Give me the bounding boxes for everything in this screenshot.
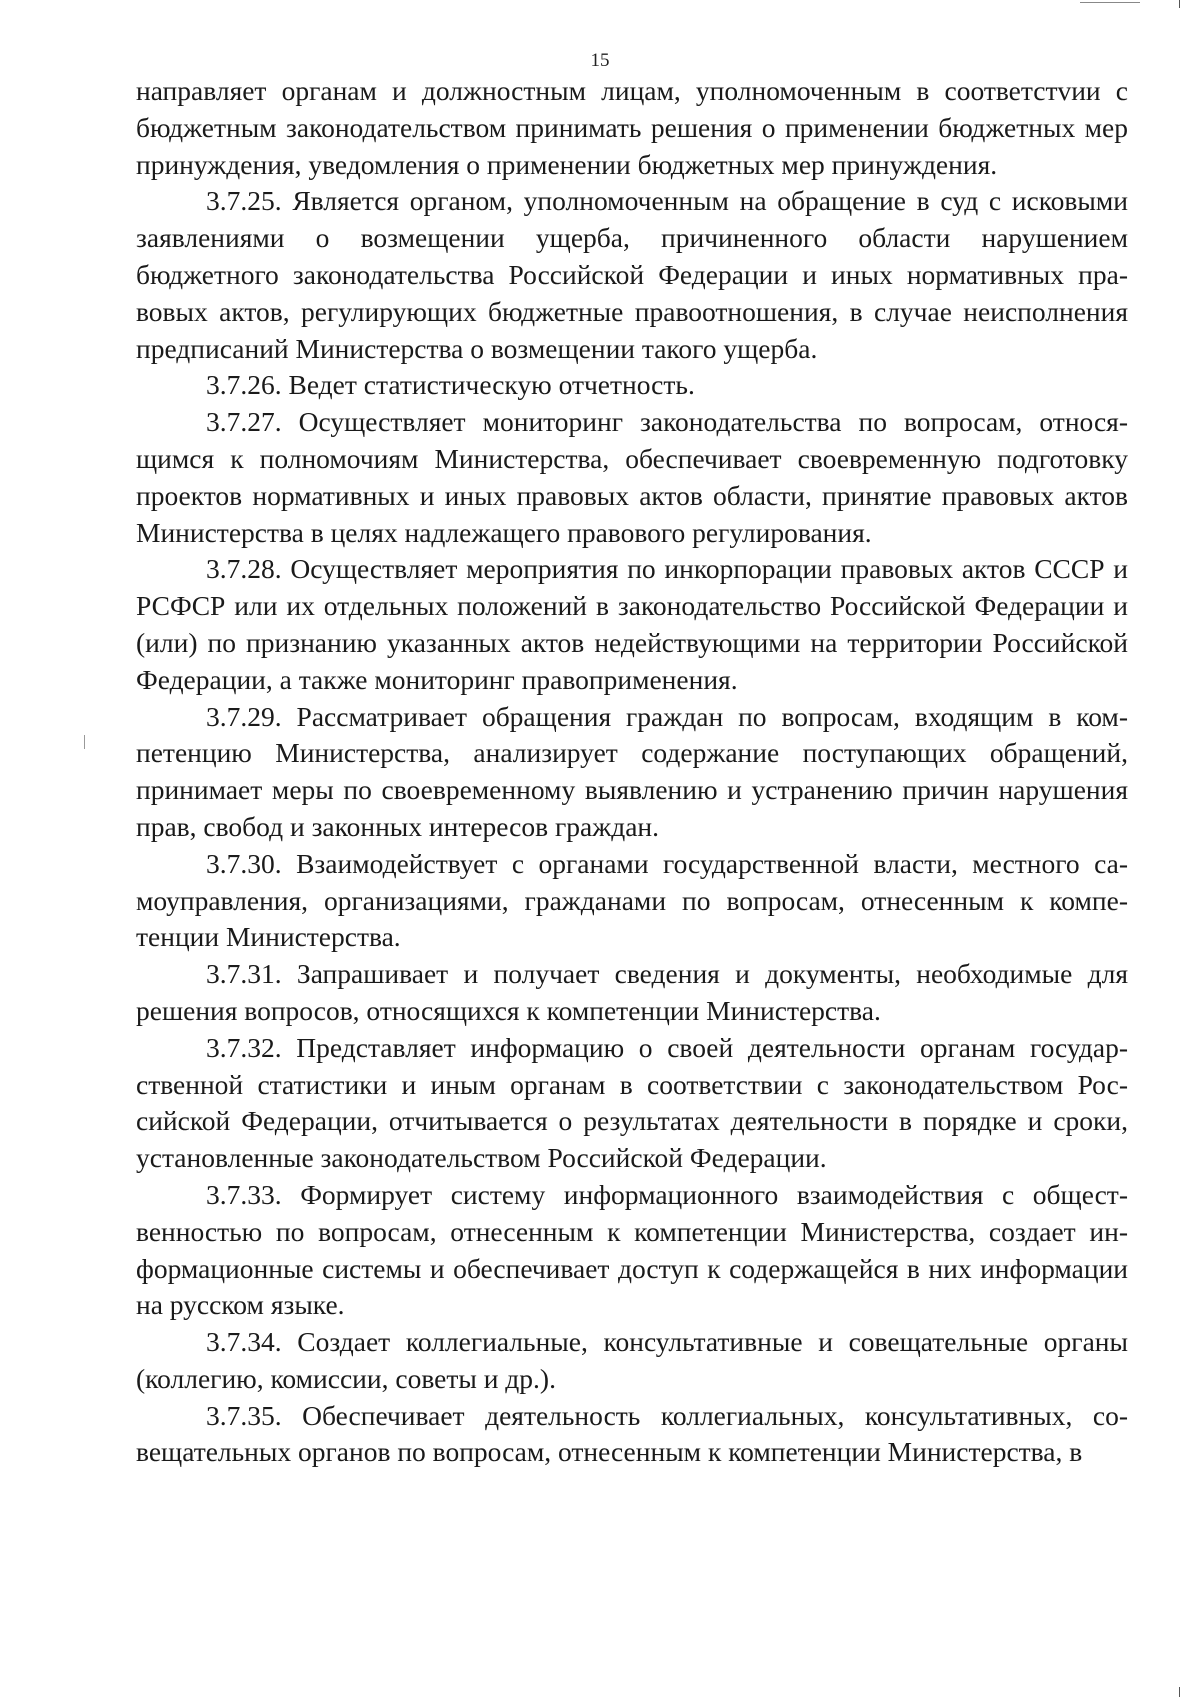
paragraph-continuation: направляет органам и должностным лицам, уполномоченным в соответстvии с бюджетным законодательством принимать решения о применении бюджетных мер принуждения, уведомления о применении бюджетных мер принуждения.	[136, 75, 1128, 180]
paragraph-3-7-25: 3.7.25. Является органом, уполномоченным на обращение в суд с исковыми заявлениями о возмещении ущерба, причиненного области нарушением бюджетного законодательства Российской Федерации и иных нормативных правовых актов, регулирующих бюджетные правоотношения, в случае неисполнения предписаний Министерства о возмещении такого ущерба.	[136, 185, 1128, 364]
scan-artifact-left-mark	[84, 735, 85, 749]
paragraph-3-7-30: 3.7.30. Взаимодействует с органами государственной власти, местного самоуправления, организациями, гражданами по вопросам, отнесенным к компетенции Министерства.	[136, 847, 1128, 953]
paragraph-3-7-26: 3.7.26. Ведет статистическую отчетность.	[206, 369, 695, 401]
paragraph-3-7-27: 3.7.27. Осуществляет мониторинг законодательства по вопросам, относящимся к полномочиям Министерства, обеспечивает своевременную подготовку проектов нормативных и иных правовых актов области, принятие правовых актов Министерства в целях надлежащего правового регулирования.	[136, 406, 1128, 548]
paragraph-3-7-28: 3.7.28. Осуществляет мероприятия по инкорпорации правовых актов СССР и РСФСР или их отдельных положений в законодательство Российской Федерации и (или) по признанию указанных актов недействующими на территории Российской Федерации, а также мониторинг правоприменения.	[136, 553, 1128, 695]
paragraph-3-7-35: 3.7.35. Обеспечивает деятельность коллегиальных, консультативных, совещательных органов по вопросам, отнесенным к компетенции Министерства, в	[136, 1399, 1128, 1468]
scan-artifact-bottom-tick	[1179, 1687, 1180, 1697]
document-body	[136, 73, 1128, 1471]
scan-artifact-top-tick	[1179, 0, 1180, 8]
scan-artifact-top-line	[1080, 2, 1140, 3]
paragraph-3-7-33: 3.7.33. Формирует систему информационного взаимодействия с общественностью по вопросам, отнесенным к компетенции Министерства, создает информационные системы и обеспечивает доступ к содержащейся в них информации на русском языке.	[136, 1178, 1128, 1321]
paragraph-3-7-34: 3.7.34. Создает коллегиальные, консультативные и совещательные органы (коллегию, комиссии, советы и др.).	[136, 1326, 1128, 1394]
paragraph-3-7-29: 3.7.29. Рассматривает обращения граждан по вопросам, входящим в компетенцию Министерства, анализирует содержание поступающих обращений, принимает меры по своевременному выявлению и устранению причин нарушения прав, свобод и законных интересов граждан.	[136, 700, 1128, 842]
paragraph-3-7-31: 3.7.31. Запрашивает и получает сведения и документы, необходимые для решения вопросов, относящихся к компетенции Министерства.	[136, 958, 1128, 1026]
page-number: 15	[590, 50, 610, 71]
paragraph-3-7-32: 3.7.32. Представляет информацию о своей деятельности органам государственной статистики и иным органам в соответствии с законодательством Российской Федерации, отчитывается о результатах деятельности в порядке и сроки, установленные законодательством Российской Федерации.	[136, 1031, 1128, 1174]
